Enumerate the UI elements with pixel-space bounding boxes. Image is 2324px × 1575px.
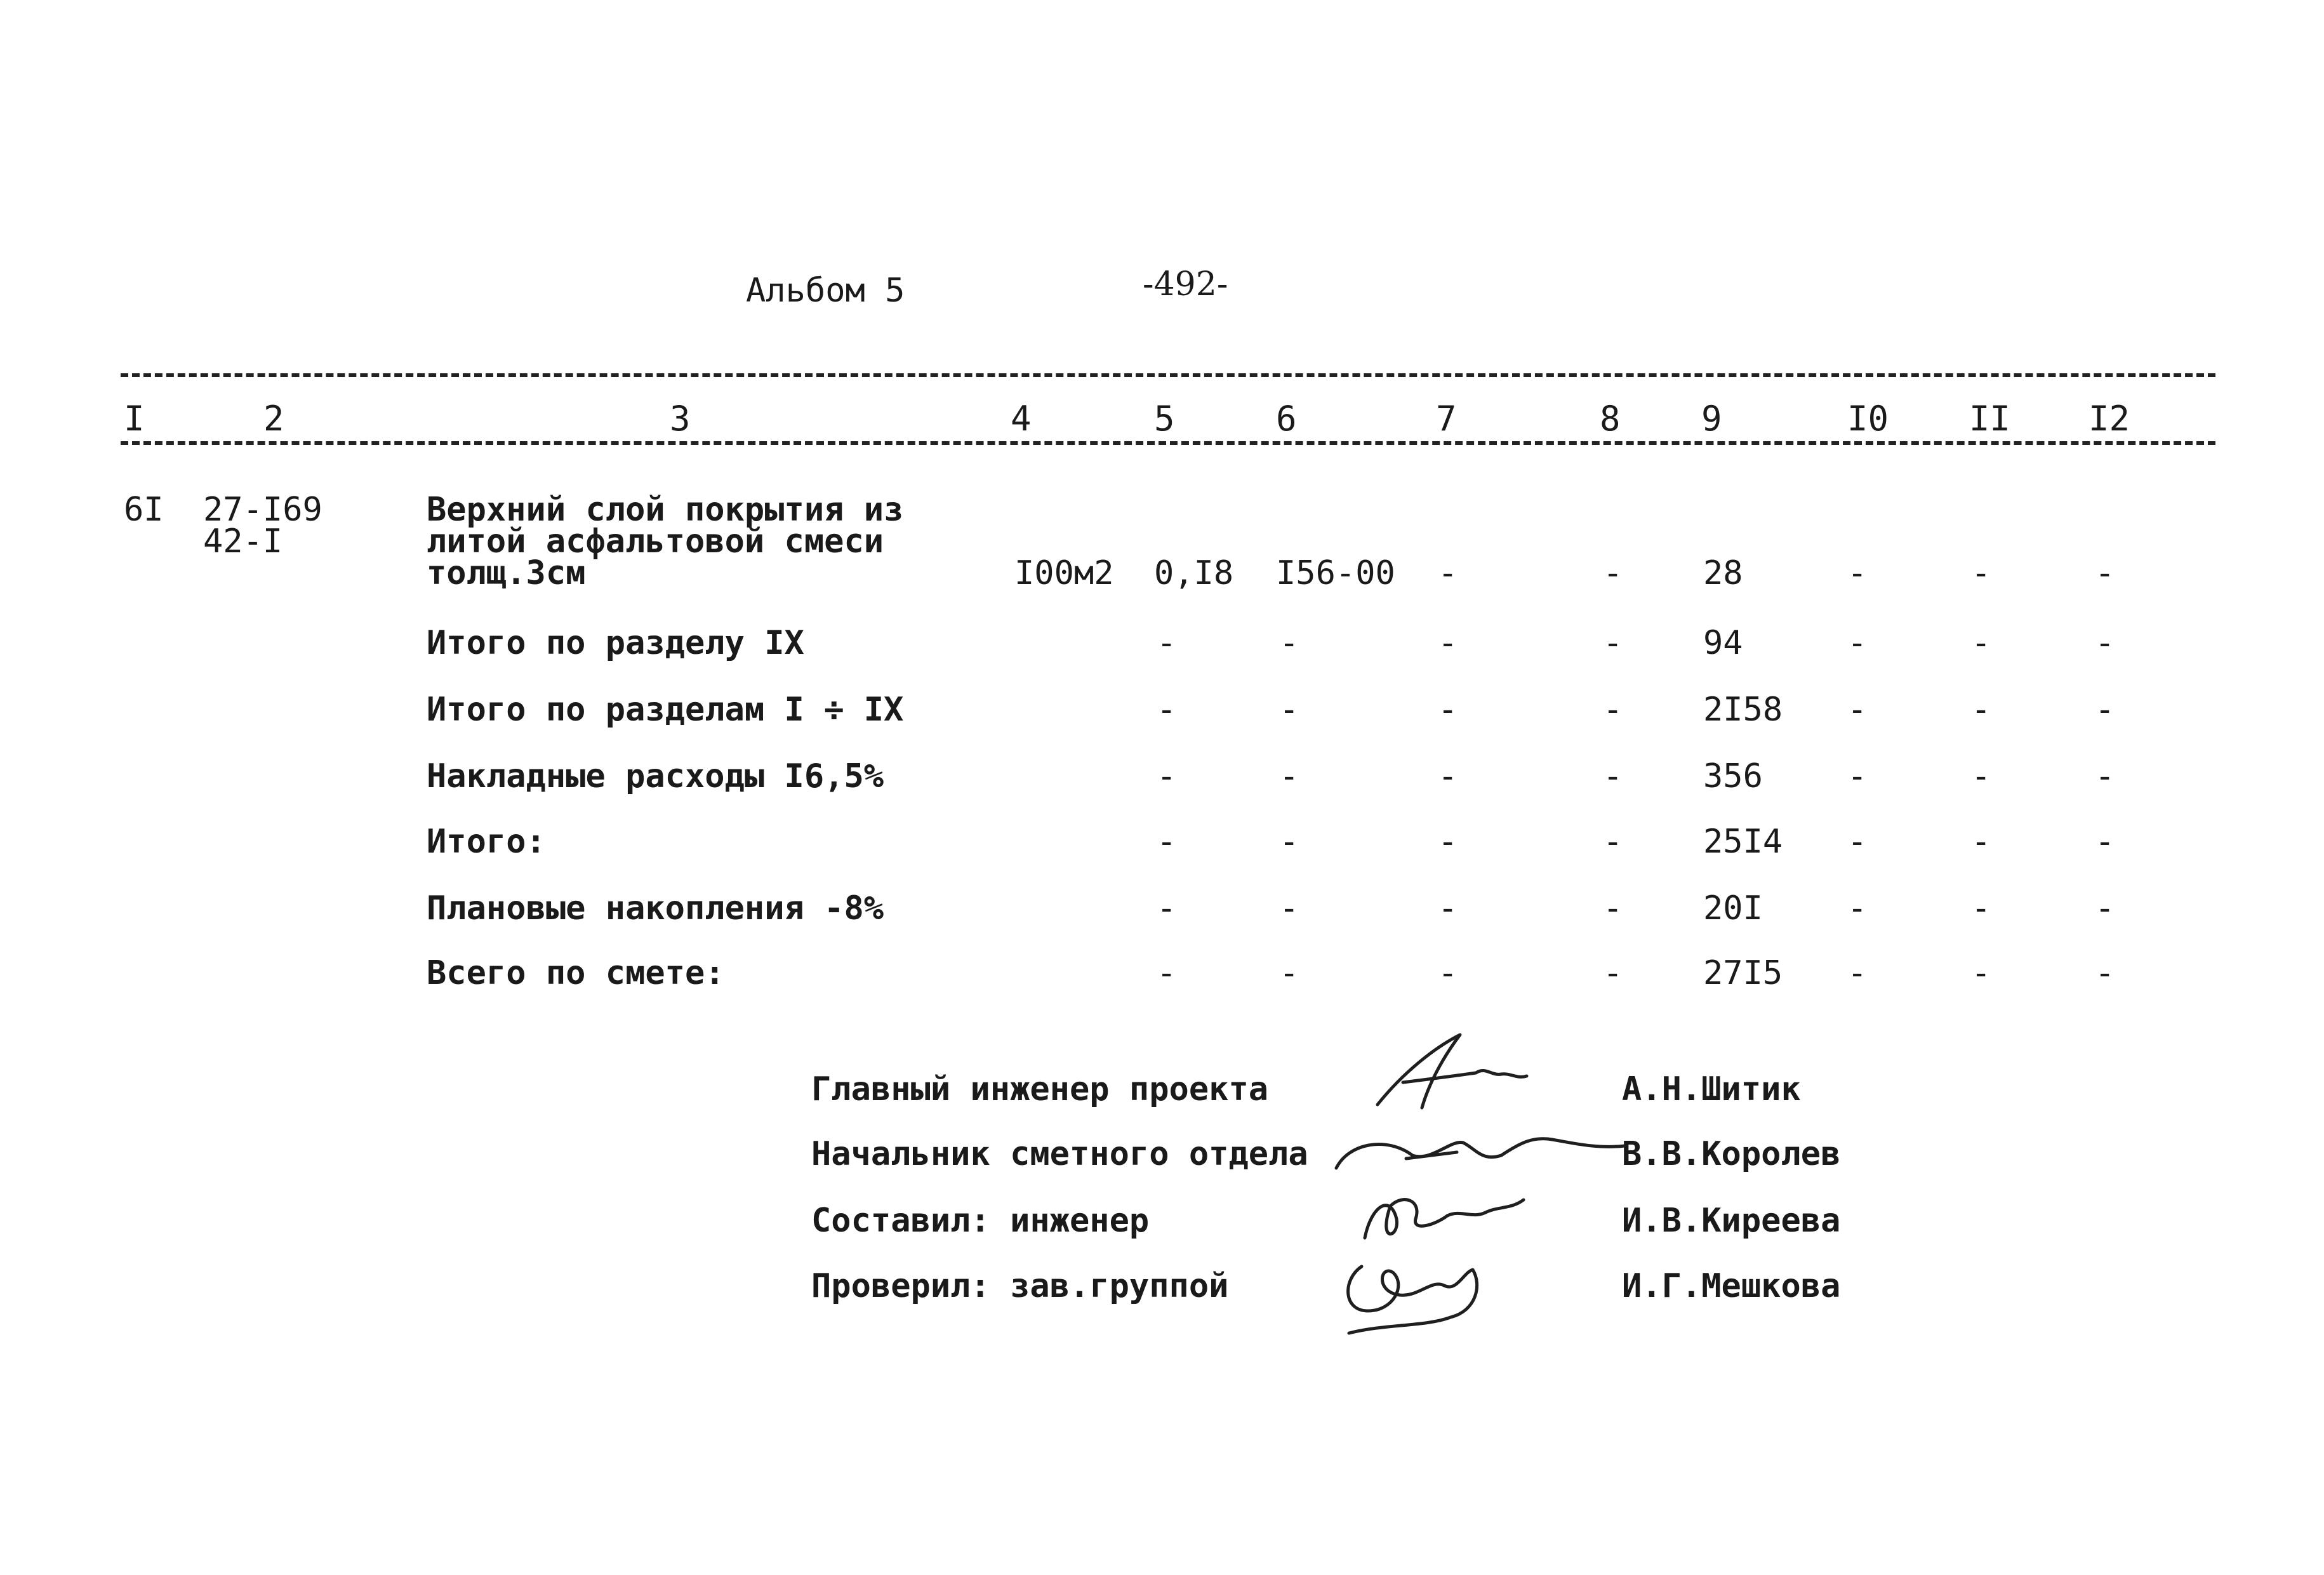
item-col12: - <box>2095 554 2115 592</box>
handwritten-signature-2 <box>1330 1117 1628 1187</box>
item-number: 6I <box>124 491 164 529</box>
summary-col5: - <box>1157 954 1177 992</box>
summary-col12: - <box>2095 624 2115 662</box>
album-label: Альбом 5 <box>746 272 905 310</box>
summary-col8: - <box>1603 823 1623 861</box>
summary-col12: - <box>2095 954 2115 992</box>
item-price: I56-00 <box>1276 554 1395 592</box>
summary-col5: - <box>1157 757 1177 795</box>
summary-label: Всего по смете: <box>427 954 725 992</box>
summary-col10: - <box>1847 954 1868 992</box>
item-desc-line3: толщ.3см <box>427 554 586 592</box>
summary-col5: - <box>1157 823 1177 861</box>
summary-col11: - <box>1971 691 1991 729</box>
item-code-line2: 42-I <box>203 522 283 561</box>
col-head-9: 9 <box>1701 399 1722 439</box>
summary-col10: - <box>1847 889 1868 927</box>
signature-name: И.Г.Мешкова <box>1622 1267 1841 1305</box>
summary-col9: 2I58 <box>1703 691 1783 729</box>
summary-label: Итого: <box>427 823 546 861</box>
item-desc-line1: Верхний слой покрытия из <box>427 491 904 529</box>
col-head-1: I <box>124 399 145 439</box>
col-head-3: 3 <box>670 399 691 439</box>
summary-col10: - <box>1847 823 1868 861</box>
summary-col7: - <box>1438 889 1458 927</box>
item-col7: - <box>1438 554 1458 592</box>
signature-name: В.В.Королев <box>1622 1135 1841 1173</box>
summary-col6: - <box>1279 624 1299 662</box>
header-bottom-rule <box>121 441 2215 445</box>
col-head-12: I2 <box>2088 399 2130 439</box>
summary-col6: - <box>1279 757 1299 795</box>
handwritten-signature-3 <box>1352 1181 1555 1257</box>
summary-col8: - <box>1603 757 1623 795</box>
summary-col6: - <box>1279 889 1299 927</box>
summary-col11: - <box>1971 624 1991 662</box>
summary-col7: - <box>1438 691 1458 729</box>
col-head-4: 4 <box>1011 399 1032 439</box>
summary-label: Накладные расходы I6,5% <box>427 757 884 795</box>
summary-col5: - <box>1157 889 1177 927</box>
summary-col9: 356 <box>1703 757 1763 795</box>
summary-label: Итого по разделу IX <box>427 624 804 662</box>
page-number: -492- <box>1143 265 1228 303</box>
summary-col8: - <box>1603 954 1623 992</box>
summary-col8: - <box>1603 691 1623 729</box>
summary-col7: - <box>1438 624 1458 662</box>
summary-col12: - <box>2095 757 2115 795</box>
summary-col6: - <box>1279 954 1299 992</box>
signature-role: Составил: инженер <box>811 1202 1150 1240</box>
col-head-8: 8 <box>1600 399 1621 439</box>
item-qty: 0,I8 <box>1154 554 1234 592</box>
summary-col9: 94 <box>1703 624 1743 662</box>
item-unit: I00м2 <box>1014 554 1114 592</box>
summary-col9: 20I <box>1703 889 1763 927</box>
summary-col7: - <box>1438 823 1458 861</box>
summary-col8: - <box>1603 889 1623 927</box>
summary-col11: - <box>1971 757 1991 795</box>
header-top-rule <box>121 373 2215 377</box>
summary-label: Итого по разделам I ÷ IX <box>427 691 904 729</box>
col-head-6: 6 <box>1276 399 1297 439</box>
summary-col11: - <box>1971 823 1991 861</box>
summary-col10: - <box>1847 624 1868 662</box>
handwritten-signature-1 <box>1365 1028 1530 1117</box>
signature-name: И.В.Киреева <box>1622 1202 1841 1240</box>
summary-col10: - <box>1847 691 1868 729</box>
col-head-7: 7 <box>1436 399 1457 439</box>
summary-col11: - <box>1971 954 1991 992</box>
summary-col6: - <box>1279 691 1299 729</box>
summary-col12: - <box>2095 889 2115 927</box>
col-head-10: I0 <box>1847 399 1889 439</box>
handwritten-signature-4 <box>1336 1247 1501 1336</box>
item-desc-line2: литой асфальтовой смеси <box>427 522 884 561</box>
col-head-2: 2 <box>263 399 284 439</box>
signature-role: Проверил: зав.группой <box>811 1267 1229 1305</box>
summary-col8: - <box>1603 624 1623 662</box>
summary-col6: - <box>1279 823 1299 861</box>
summary-col10: - <box>1847 757 1868 795</box>
item-col11: - <box>1971 554 1991 592</box>
signature-role: Начальник сметного отдела <box>811 1135 1308 1173</box>
summary-col9: 25I4 <box>1703 823 1783 861</box>
col-head-5: 5 <box>1154 399 1175 439</box>
col-head-11: II <box>1969 399 2011 439</box>
item-col10: - <box>1847 554 1868 592</box>
summary-col12: - <box>2095 691 2115 729</box>
item-code-line1: 27-I69 <box>203 491 322 529</box>
item-col8: - <box>1603 554 1623 592</box>
summary-col12: - <box>2095 823 2115 861</box>
item-col9: 28 <box>1703 554 1743 592</box>
summary-col9: 27I5 <box>1703 954 1783 992</box>
summary-label: Плановые накопления -8% <box>427 889 884 927</box>
signature-role: Главный инженер проекта <box>811 1070 1269 1108</box>
summary-col5: - <box>1157 691 1177 729</box>
summary-col7: - <box>1438 954 1458 992</box>
summary-col5: - <box>1157 624 1177 662</box>
signature-name: А.Н.Шитик <box>1622 1070 1801 1108</box>
summary-col11: - <box>1971 889 1991 927</box>
summary-col7: - <box>1438 757 1458 795</box>
